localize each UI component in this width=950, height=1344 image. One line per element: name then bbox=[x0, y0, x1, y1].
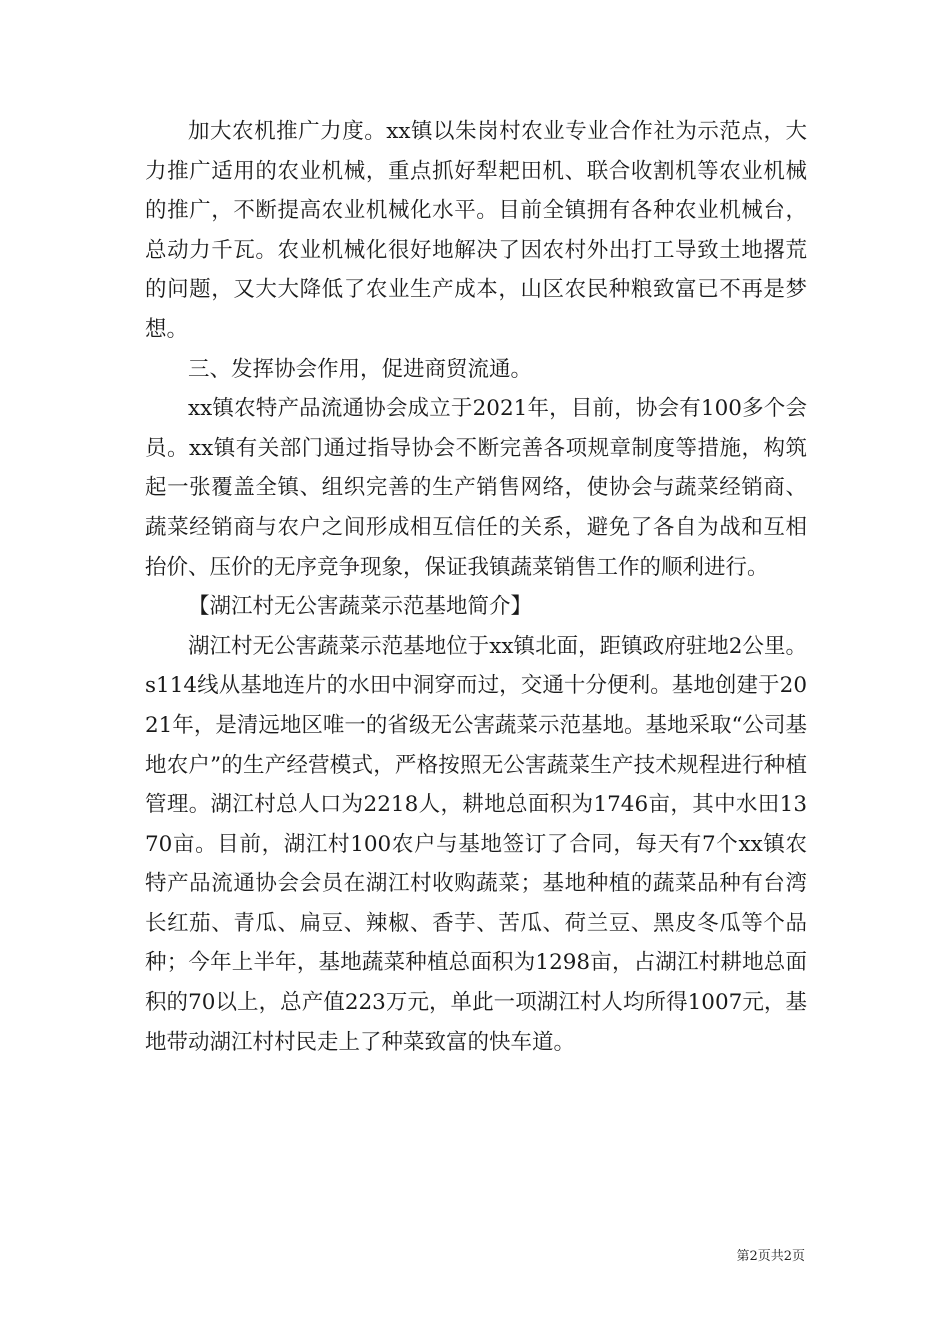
paragraph-hujiang-base: 湖江村无公害蔬菜示范基地位于xx镇北面，距镇政府驻地2公里。s114线从基地连片的水田中洞穿而过，交通十分便利。基地创建于2021年，是清远地区唯一的省级无公害蔬菜示范基地。基地采取“公司基地农户”的生产经营模式，严格按照无公害蔬菜生产技术规程进行种植管理。湖江村总人口为2218人，耕地总面积为1746亩，其中水田1370亩。目前，湖江村100农户与基地签订了合同，每天有7个xx镇农特产品流通协会会员在湖江村收购蔬菜；基地种植的蔬菜品种有台湾长红茄、青瓜、扁豆、辣椒、香芋、苦瓜、荷兰豆、黑皮冬瓜等个品种；今年上半年，基地蔬菜种植总面积为1298亩，占湖江村耕地总面积的70以上，总产值223万元，单此一项湖江村人均所得1007元，基地带动湖江村村民走上了种菜致富的快车道。 bbox=[145, 633, 807, 1055]
section-heading-hujiang-base: 【湖江村无公害蔬菜示范基地简介】 bbox=[188, 594, 533, 620]
paragraph-agri-machinery: 加大农机推广力度。xx镇以朱岗村农业专业合作社为示范点，大力推广适用的农业机械，重点抓好犁耙田机、联合收割机等农业机械的推广，不断提高农业机械化水平。目前全镇拥有各种农业机械台，总动力千瓦。农业机械化很好地解决了因农村外出打工导致土地撂荒的问题，又大大降低了农业生产成本，山区农民种粮致富已不再是梦想。 bbox=[145, 119, 807, 342]
section-heading-association: 三、发挥协会作用，促进商贸流通。 bbox=[188, 356, 533, 382]
page-number: 第2页共2页 bbox=[736, 1249, 805, 1264]
paragraph-association: xx镇农特产品流通协会成立于2021年，目前，协会有100多个会员。xx镇有关部门通过指导协会不断完善各项规章制度等措施，构筑起一张覆盖全镇、组织完善的生产销售网络，使协会与蔬菜经销商、蔬菜经销商与农户之间形成相互信任的关系，避免了各自为战和互相抬价、压价的无序竞争现象，保证我镇蔬菜销售工作的顺利进行。 bbox=[145, 396, 807, 580]
document-body bbox=[145, 112, 807, 1062]
